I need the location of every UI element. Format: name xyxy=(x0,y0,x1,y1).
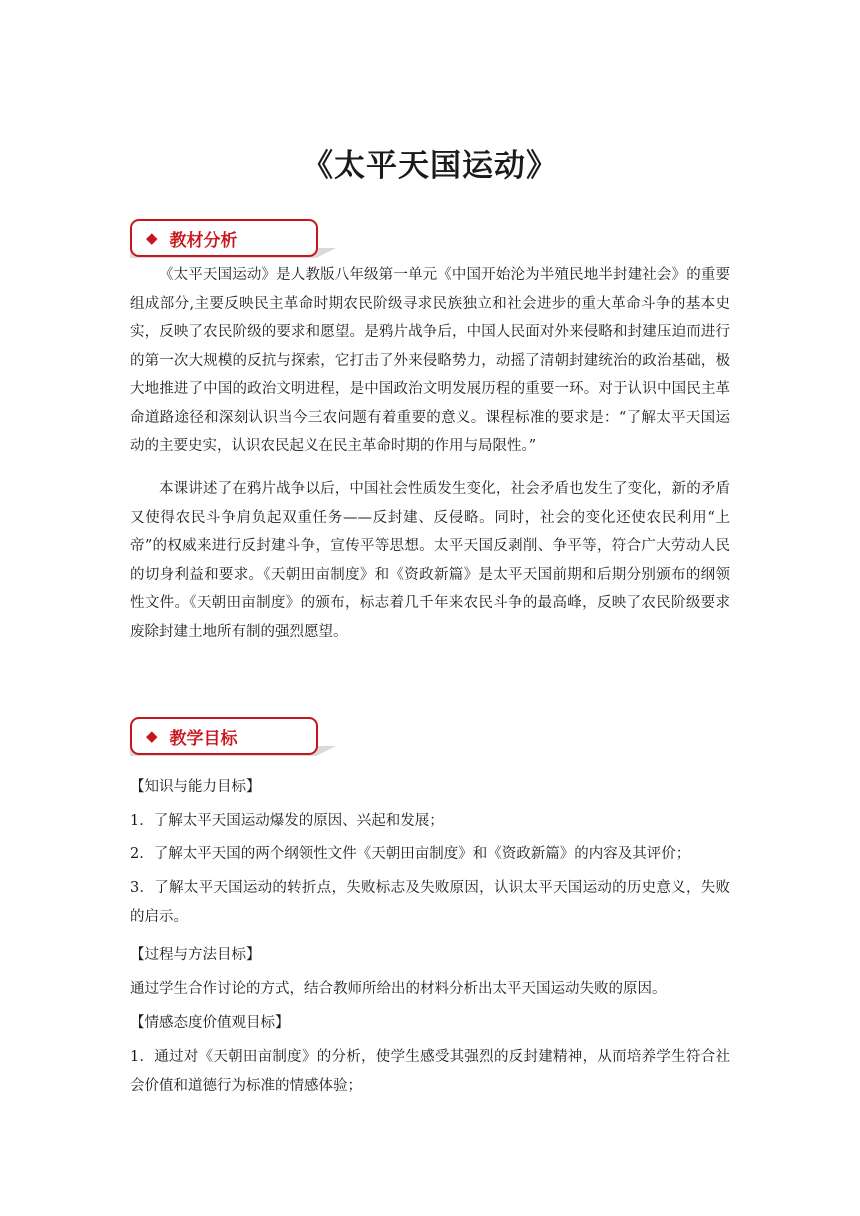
section-header-box xyxy=(130,717,318,755)
objective-item: 1．通过对《天朝田亩制度》的分析，使学生感受其强烈的反封建精神，从而培养学生符合社会价值和道德行为标准的情感体验； xyxy=(130,1049,730,1094)
objective-item: 通过学生合作讨论的方式，结合教师所给出的材料分析出太平天国运动失败的原因。 xyxy=(130,981,667,997)
objective-item: 3．了解太平天国运动的转折点，失败标志及失败原因，认识太平天国运动的历史意义，失败的启示。 xyxy=(130,880,730,925)
section-header-objectives xyxy=(130,717,336,763)
section-heading: 教材分析 xyxy=(169,230,238,251)
analysis-paragraph-1: 《太平天国运动》是人教版八年级第一单元《中国开始沦为半殖民地半封建社会》的重要组成部分,主要反映民主革命时期农民阶级寻求民族独立和社会进步的重大革命斗争的基本史实，反映了农民阶级的要求和愿望。是鸦片战争后，中国人民面对外来侵略和封建压迫而进行的第一次大规模的反抗与探索，它打击了外来侵略势力，动摇了清朝封建统治的政治基础，极大地推进了中国的政治文明进程，是中国政治文明发展历程的重要一环。对于认识中国民主革命道路途径和深刻认识当今三农问题有着重要的意义。课程标准的要求是：“了解太平天国运动的主要史实，认识农民起义在民主革命时期的作用与局限性。” xyxy=(130,267,730,454)
objective-item: 2．了解太平天国的两个纲领性文件《天朝田亩制度》和《资政新篇》的内容及其评价； xyxy=(130,846,691,862)
objective-item: 1．了解太平天国运动爆发的原因、兴起和发展； xyxy=(130,813,444,829)
section-heading: 教学目标 xyxy=(169,728,238,749)
page-title: 《太平天国运动》 xyxy=(302,148,558,184)
diamond-icon: ◆ xyxy=(146,229,158,247)
objective-heading-values: 【情感态度价值观目标】 xyxy=(130,1015,290,1031)
section-header-box xyxy=(130,219,318,257)
diamond-icon: ◆ xyxy=(146,727,158,745)
objective-heading-process: 【过程与方法目标】 xyxy=(130,947,261,963)
section-header-analysis xyxy=(130,219,336,265)
analysis-paragraph-2: 本课讲述了在鸦片战争以后，中国社会性质发生变化，社会矛盾也发生了变化，新的矛盾又使得农民斗争肩负起双重任务——反封建、反侵略。同时，社会的变化还使农民利用“上帝”的权威来进行反封建斗争，宣传平等思想。太平天国反剥削、争平等，符合广大劳动人民的切身利益和要求。《天朝田亩制度》和《资政新篇》是太平天国前期和后期分别颁布的纲领性文件。《天朝田亩制度》的颁布，标志着几千年来农民斗争的最高峰，反映了农民阶级要求废除封建土地所有制的强烈愿望。 xyxy=(130,481,730,640)
objective-heading-knowledge: 【知识与能力目标】 xyxy=(130,779,261,795)
